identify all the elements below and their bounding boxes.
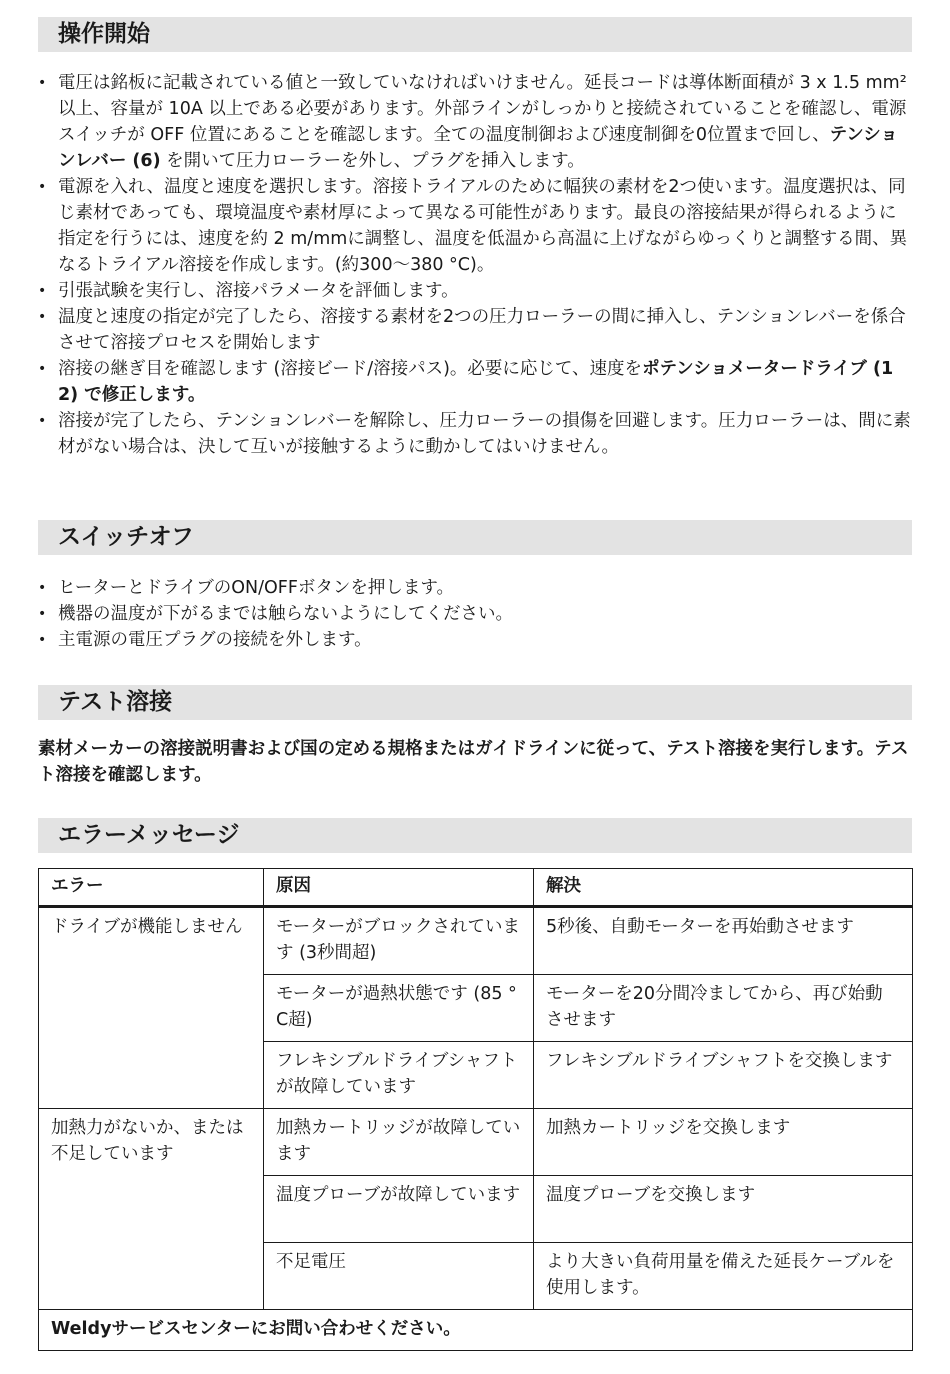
section-heading-error-messages: エラーメッセージ <box>38 818 912 853</box>
table-footer-row <box>39 1310 913 1351</box>
column-header-error: エラー <box>39 869 264 907</box>
section-heading-operation-start: 操作開始 <box>38 17 912 52</box>
service-center-note: Weldyサービスセンターにお問い合わせください。 <box>39 1310 913 1351</box>
operation-start-list <box>38 70 912 460</box>
solution-cell: 5秒後、自動モーターを再始動させます <box>534 907 913 975</box>
table-row <box>39 1109 913 1176</box>
cause-cell: モーターがブロックされています (3秒間超) <box>264 907 534 975</box>
list-item: • 溶接の継ぎ目を確認します (溶接ビード/溶接パス)。必要に応じて、速度をポテンショメータードライブ (12) で修正します。 <box>38 356 912 408</box>
solution-cell: 加熱カートリッジを交換します <box>534 1109 913 1176</box>
list-item: • 電圧は銘板に記載されている値と一致していなければいけません。延長コードは導体断面積が 3 x 1.5 mm² 以上、容量が 10A 以上である必要があります。外部ラインがしっかりと接続されていることを確認し、電源スイッチが OFF 位置にあることを確認します。全ての温度制御および速度制御を0位置まで回し、テンションレバー (6) を開いて圧力ローラーを外し、プラグを挿入します。 <box>38 70 912 174</box>
cause-cell: 不足電圧 <box>264 1243 534 1310</box>
list-item: • 機器の温度が下がるまでは触らないようにしてください。 <box>38 601 912 627</box>
error-table <box>38 868 913 1351</box>
list-item: • 溶接が完了したら、テンションレバーを解除し、圧力ローラーの損傷を回避します。圧力ローラーは、間に素材がない場合は、決して互いが接触するように動かしてはいけません。 <box>38 408 912 460</box>
table-row <box>39 907 913 975</box>
column-header-solution: 解決 <box>534 869 913 907</box>
cause-cell: フレキシブルドライブシャフトが故障しています <box>264 1042 534 1109</box>
cause-cell: モーターが過熱状態です (85 °C超) <box>264 975 534 1042</box>
error-cell: ドライブが機能しません <box>39 907 264 1109</box>
list-item: • ヒーターとドライブのON/OFFボタンを押します。 <box>38 575 912 601</box>
solution-cell: より大きい負荷用量を備えた延長ケーブルを使用します。 <box>534 1243 913 1310</box>
section-heading-test-weld: テスト溶接 <box>38 685 912 720</box>
column-header-cause: 原因 <box>264 869 534 907</box>
solution-cell: モーターを20分間冷ましてから、再び始動させます <box>534 975 913 1042</box>
list-item: • 主電源の電圧プラグの接続を外します。 <box>38 627 912 653</box>
section-heading-switch-off: スイッチオフ <box>38 520 912 555</box>
solution-cell: フレキシブルドライブシャフトを交換します <box>534 1042 913 1109</box>
list-item: • 電源を入れ、温度と速度を選択します。溶接トライアルのために幅狭の素材を2つ使います。温度選択は、同じ素材であっても、環境温度や素材厚によって異なる可能性があります。最良の溶接結果が得られるように指定を行うには、速度を約 2 m/mmに調整し、温度を低温から高温に上げながらゆっくりと調整する間、異なるトライアル溶接を作成します。(約300～380 °C)。 <box>38 174 912 278</box>
error-cell: 加熱力がないか、または不足しています <box>39 1109 264 1310</box>
table-header-row <box>39 869 913 907</box>
solution-cell: 温度プローブを交換します <box>534 1176 913 1243</box>
cause-cell: 温度プローブが故障しています <box>264 1176 534 1243</box>
switch-off-list <box>38 575 912 653</box>
list-item: • 引張試験を実行し、溶接パラメータを評価します。 <box>38 278 912 304</box>
test-weld-text: 素材メーカーの溶接説明書および国の定める規格またはガイドラインに従って、テスト溶接を実行します。テスト溶接を確認します。 <box>38 739 909 785</box>
list-item: • 温度と速度の指定が完了したら、溶接する素材を2つの圧力ローラーの間に挿入し、テンションレバーを係合させて溶接プロセスを開始します <box>38 304 912 356</box>
cause-cell: 加熱カートリッジが故障しています <box>264 1109 534 1176</box>
